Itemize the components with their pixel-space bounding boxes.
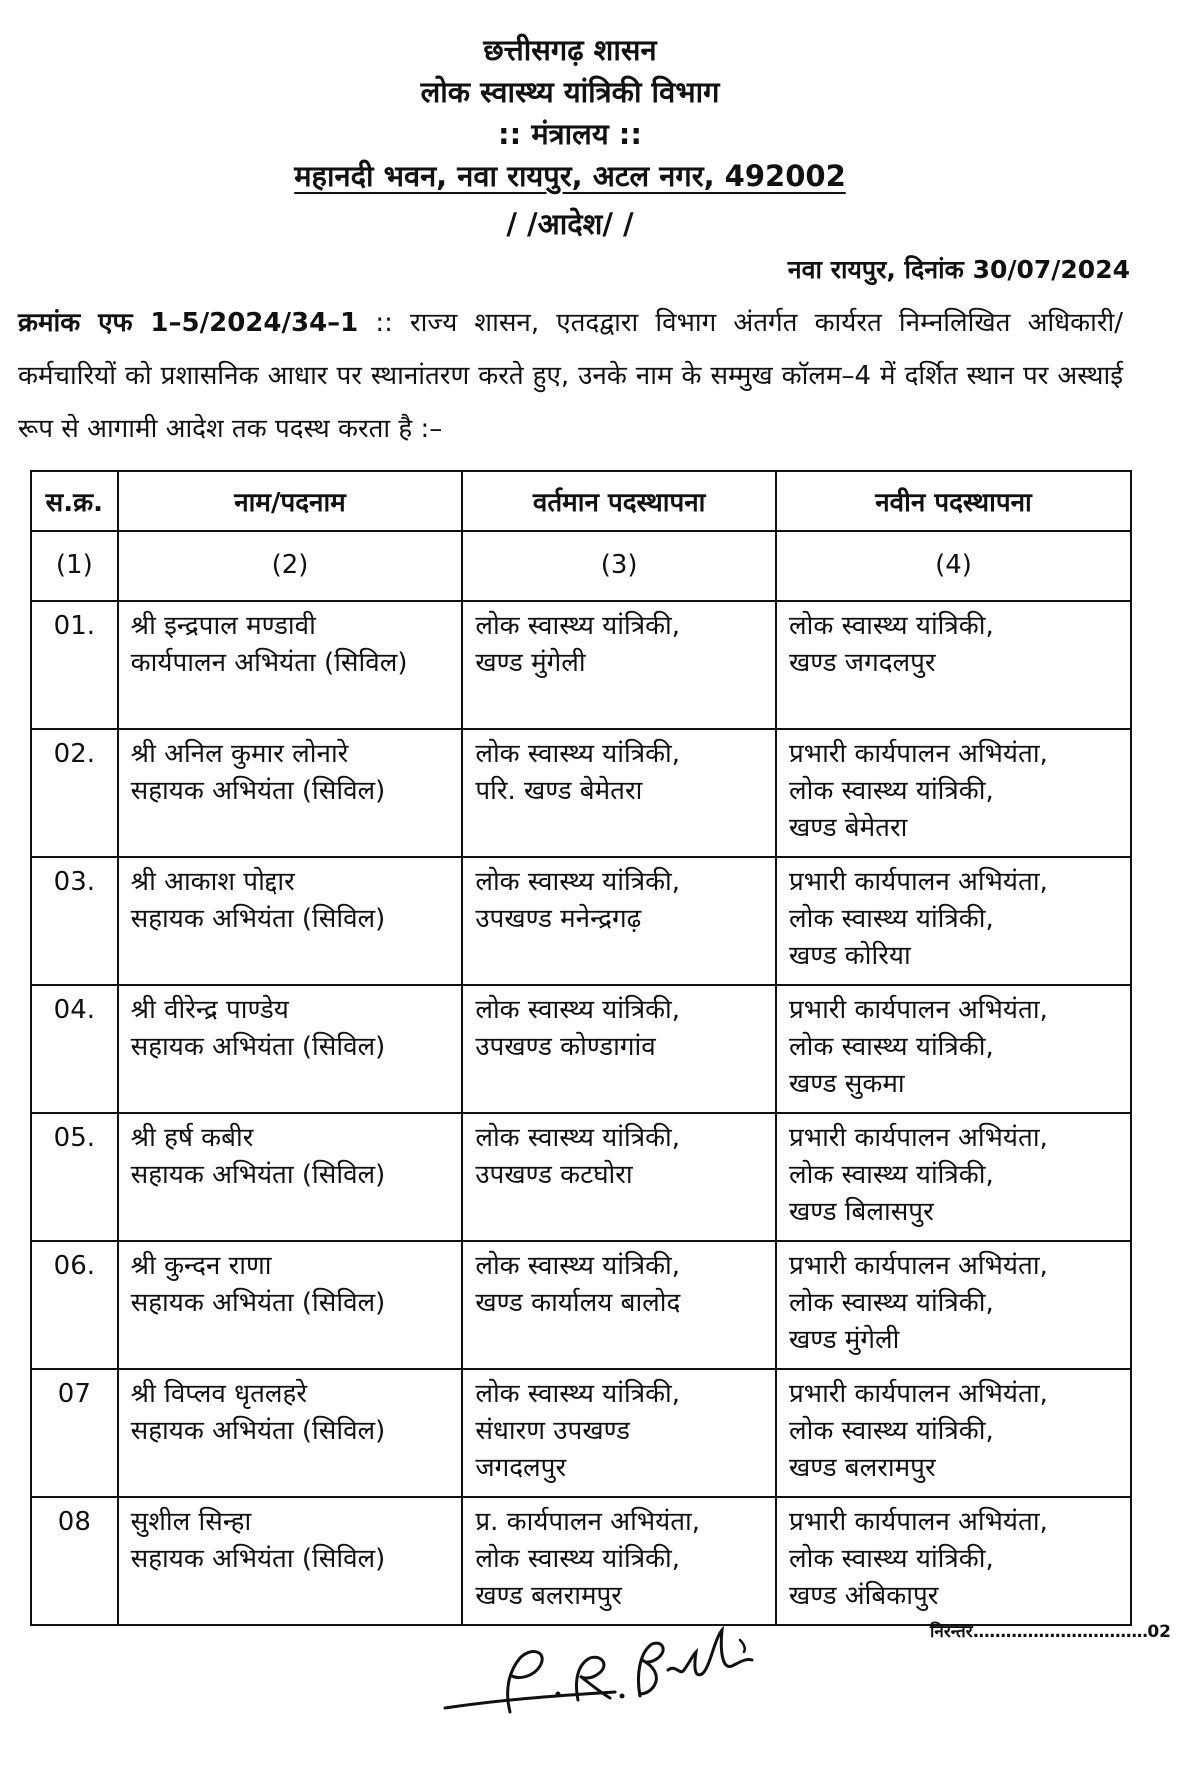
current-posting-line: लोक स्वास्थ्य यांत्रिकी, (475, 1544, 681, 1574)
continued-note (930, 1619, 1171, 1642)
new-posting-line: लोक स्वास्थ्य यांत्रिकी, (789, 1416, 994, 1446)
header-current-posting: वर्तमान पदस्थापना (462, 471, 776, 531)
new-posting-line: खण्ड मुंगेली (789, 1325, 900, 1355)
new-posting-line: लोक स्वास्थ्य यांत्रिकी, (789, 1032, 994, 1062)
serial-number-cell: 03. (31, 857, 118, 985)
table-row (31, 1113, 1131, 1241)
current-posting-line: जगदलपुर (475, 1453, 567, 1483)
table-row (31, 1241, 1131, 1369)
order-body: :: राज्य शासन, एतदद्वारा विभाग अंतर्गत कार्यरत निम्नलिखित अधिकारी/कर्मचारियों को प्रशासनिक आधार पर स्थानांतरण करते हुए, उनके नाम के सम्मुख कॉलम–4 में दर्शित स्थान पर अस्थाई रूप से आगामी आदेश तक पदस्थ करता है :– (18, 308, 1123, 444)
current-posting-cell (462, 1369, 776, 1497)
serial-number-cell: 04. (31, 985, 118, 1113)
new-posting-line: प्रभारी कार्यपालन अभियंता, (789, 867, 1048, 897)
officer-designation: सहायक अभियंता (सिविल) (130, 776, 386, 806)
table-row (31, 857, 1131, 985)
name-designation-cell (118, 1369, 463, 1497)
officer-name: श्री हर्ष कबीर (130, 1123, 254, 1153)
current-posting-cell (462, 857, 776, 985)
table-row (31, 985, 1131, 1113)
new-posting-line: लोक स्वास्थ्य यांत्रिकी, (789, 904, 994, 934)
name-designation-cell (118, 985, 463, 1113)
new-posting-line: प्रभारी कार्यपालन अभियंता, (789, 1251, 1048, 1281)
officer-designation: सहायक अभियंता (सिविल) (130, 1288, 386, 1318)
officer-designation: सहायक अभियंता (सिविल) (130, 1416, 386, 1446)
current-posting-line: खण्ड बलरामपुर (475, 1581, 622, 1611)
officer-name: श्री कुन्दन राणा (130, 1251, 272, 1281)
officer-name: श्री आकाश पोद्दार (130, 867, 295, 897)
current-posting-line: लोक स्वास्थ्य यांत्रिकी, (475, 1251, 681, 1281)
office-address (0, 156, 1140, 195)
new-posting-line: खण्ड बिलासपुर (789, 1197, 934, 1227)
name-designation-cell (118, 857, 463, 985)
new-posting-line: प्रभारी कार्यपालन अभियंता, (789, 1123, 1048, 1153)
table-header-row (31, 471, 1131, 531)
new-posting-cell (776, 1369, 1131, 1497)
column-number: (2) (118, 531, 463, 601)
current-posting-cell (462, 729, 776, 857)
current-posting-line: लोक स्वास्थ्य यांत्रिकी, (475, 1379, 681, 1409)
header-name: नाम/पदनाम (118, 471, 463, 531)
order-heading: / /आदेश/ / (506, 207, 634, 241)
new-posting-line: प्रभारी कार्यपालन अभियंता, (789, 1379, 1048, 1409)
column-number: (1) (31, 531, 118, 601)
dateline: नवा रायपुर, दिनांक 30/07/2024 (787, 255, 1130, 284)
name-designation-cell (118, 1113, 463, 1241)
current-posting-line: उपखण्ड कटघोरा (475, 1160, 633, 1190)
name-designation-cell (118, 1241, 463, 1369)
column-number: (3) (462, 531, 776, 601)
current-posting-line: लोक स्वास्थ्य यांत्रिकी, (475, 867, 681, 897)
current-posting-cell (462, 1113, 776, 1241)
new-posting-line: लोक स्वास्थ्य यांत्रिकी, (789, 1160, 994, 1190)
new-posting-line: खण्ड अंबिकापुर (789, 1581, 939, 1611)
continued-label: निरन्तर (930, 1622, 973, 1642)
current-posting-line: खण्ड कार्यालय बालोद (475, 1288, 681, 1318)
govt-title: छत्तीसगढ़ शासन (483, 33, 657, 67)
officer-designation: सहायक अभियंता (सिविल) (130, 1544, 386, 1574)
new-posting-line: खण्ड कोरिया (789, 941, 911, 971)
department-title: लोक स्वास्थ्य यांत्रिकी विभाग (420, 75, 720, 109)
new-posting-cell (776, 857, 1131, 985)
name-designation-cell (118, 601, 463, 729)
current-posting-line: खण्ड मुंगेली (475, 648, 586, 678)
new-posting-line: लोक स्वास्थ्य यांत्रिकी, (789, 776, 994, 806)
serial-number-cell: 02. (31, 729, 118, 857)
officer-designation: सहायक अभियंता (सिविल) (130, 904, 386, 934)
new-posting-cell (776, 985, 1131, 1113)
current-posting-line: परि. खण्ड बेमेतरा (475, 776, 643, 806)
officer-designation: सहायक अभियंता (सिविल) (130, 1160, 386, 1190)
current-posting-cell (462, 601, 776, 729)
new-posting-cell (776, 1497, 1131, 1625)
name-designation-cell (118, 729, 463, 857)
signature (440, 1600, 770, 1720)
column-number: (4) (776, 531, 1131, 601)
new-posting-line: खण्ड बलरामपुर (789, 1453, 936, 1483)
table-row (31, 1369, 1131, 1497)
new-posting-line: प्रभारी कार्यपालन अभियंता, (789, 1507, 1048, 1537)
current-posting-line: प्र. कार्यपालन अभियंता, (475, 1507, 701, 1537)
serial-number-cell: 07 (31, 1369, 118, 1497)
table-row (31, 601, 1131, 729)
current-posting-line: उपखण्ड मनेन्द्रगढ़ (475, 904, 642, 934)
order-number: क्रमांक एफ 1–5/2024/34–1 (18, 308, 359, 338)
new-posting-line: प्रभारी कार्यपालन अभियंता, (789, 995, 1048, 1025)
officer-name: सुशील सिन्हा (130, 1507, 252, 1537)
column-number-row (31, 531, 1131, 601)
officer-name: श्री विप्लव धृतलहरे (130, 1379, 307, 1409)
officer-name: श्री इन्द्रपाल मण्डावी (130, 611, 316, 641)
officer-designation: कार्यपालन अभियंता (सिविल) (130, 648, 408, 678)
next-page-number: 02 (1147, 1622, 1171, 1642)
current-posting-line: लोक स्वास्थ्य यांत्रिकी, (475, 611, 681, 641)
current-posting-cell (462, 1241, 776, 1369)
new-posting-cell (776, 1113, 1131, 1241)
new-posting-line: लोक स्वास्थ्य यांत्रिकी, (789, 611, 994, 641)
transfer-table (30, 470, 1132, 1626)
serial-number-cell: 05. (31, 1113, 118, 1241)
serial-number-cell: 08 (31, 1497, 118, 1625)
current-posting-line: लोक स्वास्थ्य यांत्रिकी, (475, 995, 681, 1025)
serial-number-cell: 01. (31, 601, 118, 729)
new-posting-cell (776, 1241, 1131, 1369)
ministry-title: :: मंत्रालय :: (498, 117, 642, 151)
current-posting-line: संधारण उपखण्ड (475, 1416, 630, 1446)
name-designation-cell (118, 1497, 463, 1625)
officer-designation: सहायक अभियंता (सिविल) (130, 1032, 386, 1062)
office-address-text: महानदी भवन, नवा रायपुर, अटल नगर, 492002 (294, 159, 846, 193)
continued-dots: ................................ (972, 1622, 1148, 1642)
current-posting-line: उपखण्ड कोण्डागांव (475, 1032, 656, 1062)
serial-number-cell: 06. (31, 1241, 118, 1369)
current-posting-cell (462, 985, 776, 1113)
new-posting-line: लोक स्वास्थ्य यांत्रिकी, (789, 1288, 994, 1318)
officer-name: श्री वीरेन्द्र पाण्डेय (130, 995, 289, 1025)
new-posting-cell (776, 729, 1131, 857)
header-serial: स.क्र. (31, 471, 118, 531)
order-paragraph (18, 297, 1123, 456)
new-posting-line: खण्ड सुकमा (789, 1069, 905, 1099)
new-posting-line: खण्ड बेमेतरा (789, 813, 908, 843)
new-posting-cell (776, 601, 1131, 729)
current-posting-line: लोक स्वास्थ्य यांत्रिकी, (475, 739, 681, 769)
header-new-posting: नवीन पदस्थापना (776, 471, 1131, 531)
officer-name: श्री अनिल कुमार लोनारे (130, 739, 349, 769)
new-posting-line: प्रभारी कार्यपालन अभियंता, (789, 739, 1048, 769)
new-posting-line: लोक स्वास्थ्य यांत्रिकी, (789, 1544, 994, 1574)
table-row (31, 729, 1131, 857)
new-posting-line: खण्ड जगदलपुर (789, 648, 936, 678)
current-posting-line: लोक स्वास्थ्य यांत्रिकी, (475, 1123, 681, 1153)
